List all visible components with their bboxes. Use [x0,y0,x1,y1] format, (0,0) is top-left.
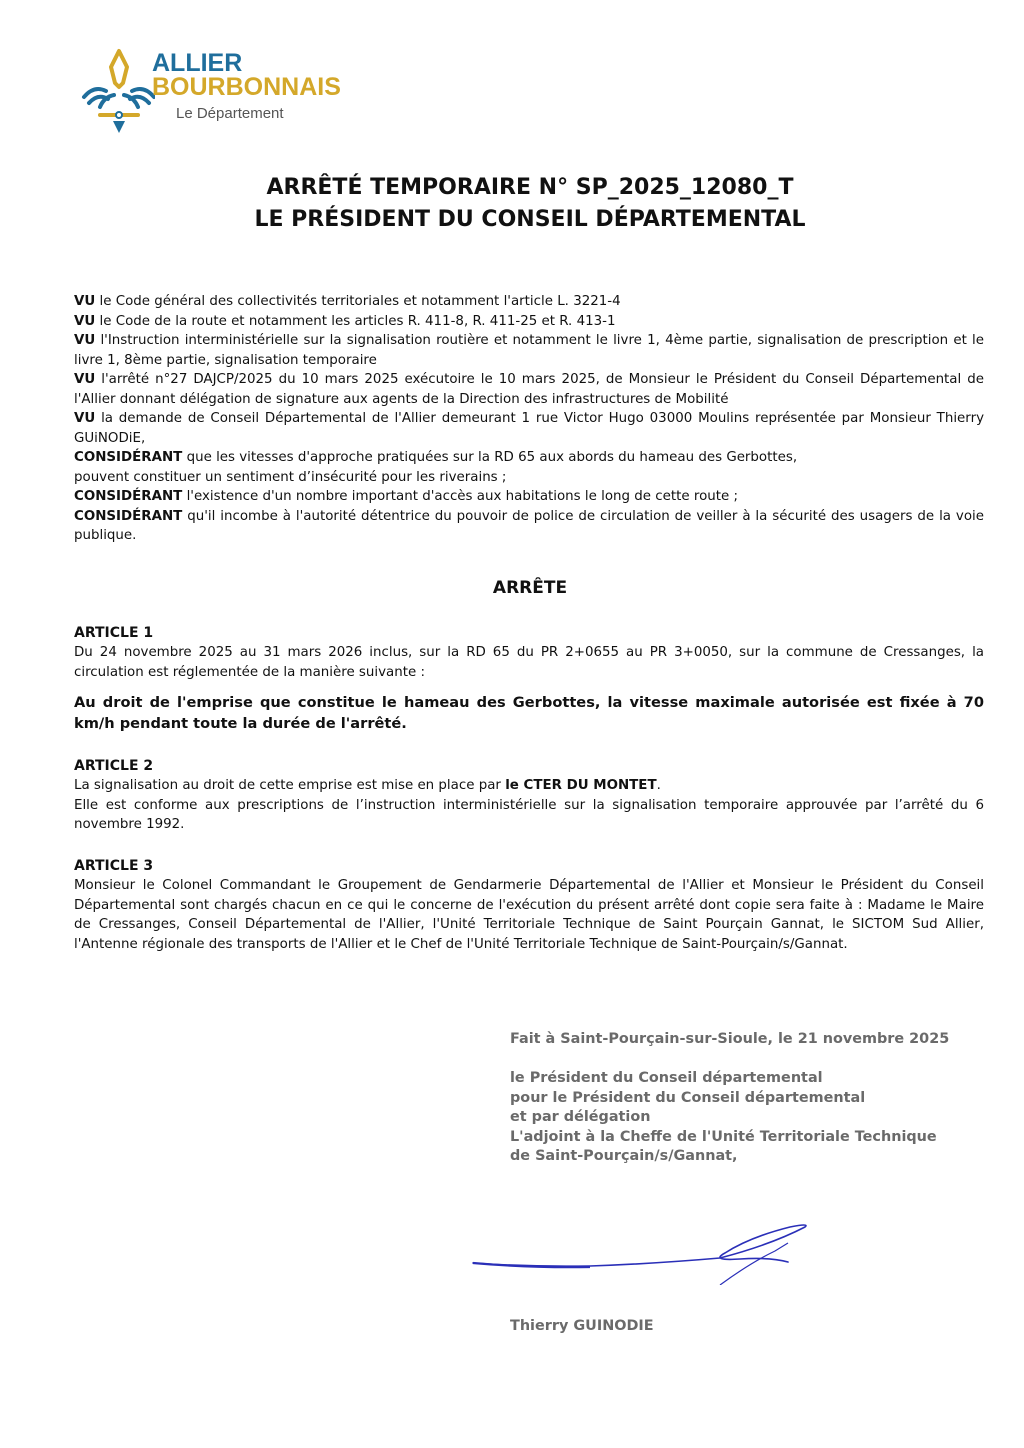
article-heading: ARTICLE 3 [74,858,154,874]
preamble-text: qu'il incombe à l'autorité détentrice du pouvoir de police de circulation de veiller à la sécurité des usagers de la voie publique. [74,508,984,543]
article-heading: ARTICLE 2 [74,758,154,774]
preamble-text: pouvent constituer un sentiment d’insécurité pour les riverains ; [74,469,507,485]
preamble-keyword: VU [74,294,96,309]
department-logo [80,45,370,130]
logo-text-bourbonnais: BOURBONNAIS [152,73,341,101]
article-text: Elle est conforme aux prescriptions de l’instruction interministérielle sur la signalisation temporaire approuvée par l’arrêté du 6 novembre 1992. [74,797,984,832]
decision-heading: ARRÊTE [492,578,568,598]
article-3 [74,857,984,954]
preamble-keyword: VU [74,313,96,329]
preamble-text: la demande de Conseil Départemental de l'Allier demeurant 1 rue Victor Hugo 03000 Moulins représentée par Monsieur Thierry GUiNODiE, [74,411,984,446]
preamble-item [74,409,984,448]
preamble-item [74,507,984,546]
preamble-item [74,292,984,312]
article-text: Monsieur le Colonel Commandant le Groupement de Gendarmerie Départemental de l'Allier et Monsieur le Président du Conseil Départemental sont chargés chacun en ce qui le concerne de l'exécution du présent arrêté dont copie sera faite à : Madame le Maire de Cressanges, Conseil Départemental de l'Allier, l'Unité Territoriale Technique de Saint Pourçain Gannat, le SICTOM Sud Allier, l'Antenne régionale des transports de l'Allier et le Chef de l'Unité Territoriale Technique de Saint-Pourçain/s/Gannat. [74,878,984,952]
signature-line: le Président du Conseil départemental [510,1070,823,1086]
preamble-item [74,312,984,332]
document-title [0,172,1024,236]
article-text-part: La signalisation au droit de cette emprise est mise en place par [74,778,506,793]
handwritten-signature [470,1215,820,1289]
logo-text-allier: ALLIER [152,49,243,77]
preamble-item [74,331,984,370]
title-line-president: LE PRÉSIDENT DU CONSEIL DÉPARTEMENTAL [254,207,806,232]
signature-line: pour le Président du Conseil départemental [510,1089,866,1106]
article-text-part: . [656,778,661,793]
preamble-item [74,370,984,409]
article-text [74,776,984,796]
preamble-text: le Code général des collectivités territoriales et notamment l'article L. 3221-4 [95,294,621,309]
article-1 [74,624,984,734]
preamble-keyword: CONSIDÉRANT [74,489,183,504]
preamble-text: l'existence d'un nombre important d'accès aux habitations le long de cette route ; [182,489,739,504]
preamble-text: l'arrêté n°27 DAJCP/2025 du 10 mars 2025 exécutoire le 10 mars 2025, de Monsieur le Président du Conseil Départemental de l'Allier donnant délégation de signature aux agents de la Direction des infrastructures de Mobilité [74,372,984,407]
article-text-bold: le CTER DU MONTET [505,778,657,793]
preamble-keyword: VU [74,333,96,348]
article-text: Du 24 novembre 2025 au 31 mars 2026 inclus, sur la RD 65 du PR 2+0655 au PR 3+0050, sur la commune de Cressanges, la circulation est réglementée de la manière suivante : [74,645,984,680]
title-line-decree-number: ARRÊTÉ TEMPORAIRE N° SP_2025_12080_T [266,175,794,200]
preamble-keyword: VU [74,372,96,387]
preamble-text: le Code de la route et notamment les articles R. 411-8, R. 411-25 et R. 413-1 [95,313,616,329]
preamble-text: l'Instruction interministérielle sur la signalisation routière et notamment le livre 1, 4ème partie, signalisation de prescription et le livre 1, 8ème partie, signalisation temporaire [74,333,984,368]
preamble-keyword: CONSIDÉRANT [74,508,183,524]
preamble [74,292,984,546]
logo-text-departement: Le Département [176,105,284,122]
fleur-de-lis-icon [80,45,155,135]
place-date: Fait à Saint-Pourçain-sur-Sioule, le 21 novembre 2025 [510,1031,950,1047]
article-heading: ARTICLE 1 [74,625,154,641]
preamble-keyword: VU [74,411,96,426]
signer-name: Thierry GUINODIE [510,1318,654,1334]
article-2 [74,757,984,835]
signature-line: de Saint-Pourçain/s/Gannat, [510,1148,738,1164]
signature-line: et par délégation [510,1109,651,1125]
signature-block [510,1030,949,1167]
preamble-text: que les vitesses d'approche pratiquées sur la RD 65 aux abords du hameau des Gerbottes, [182,450,798,465]
preamble-item [74,448,984,487]
preamble-keyword: CONSIDÉRANT [74,450,183,465]
preamble-item [74,487,984,507]
signature-line: L'adjoint à la Cheffe de l'Unité Territoriale Technique [510,1128,937,1145]
article-bold-text: Au droit de l'emprise que constitue le hameau des Gerbottes, la vitesse maximale autorisée est fixée à 70 km/h pendant toute la durée de l'arrêté. [74,694,984,732]
